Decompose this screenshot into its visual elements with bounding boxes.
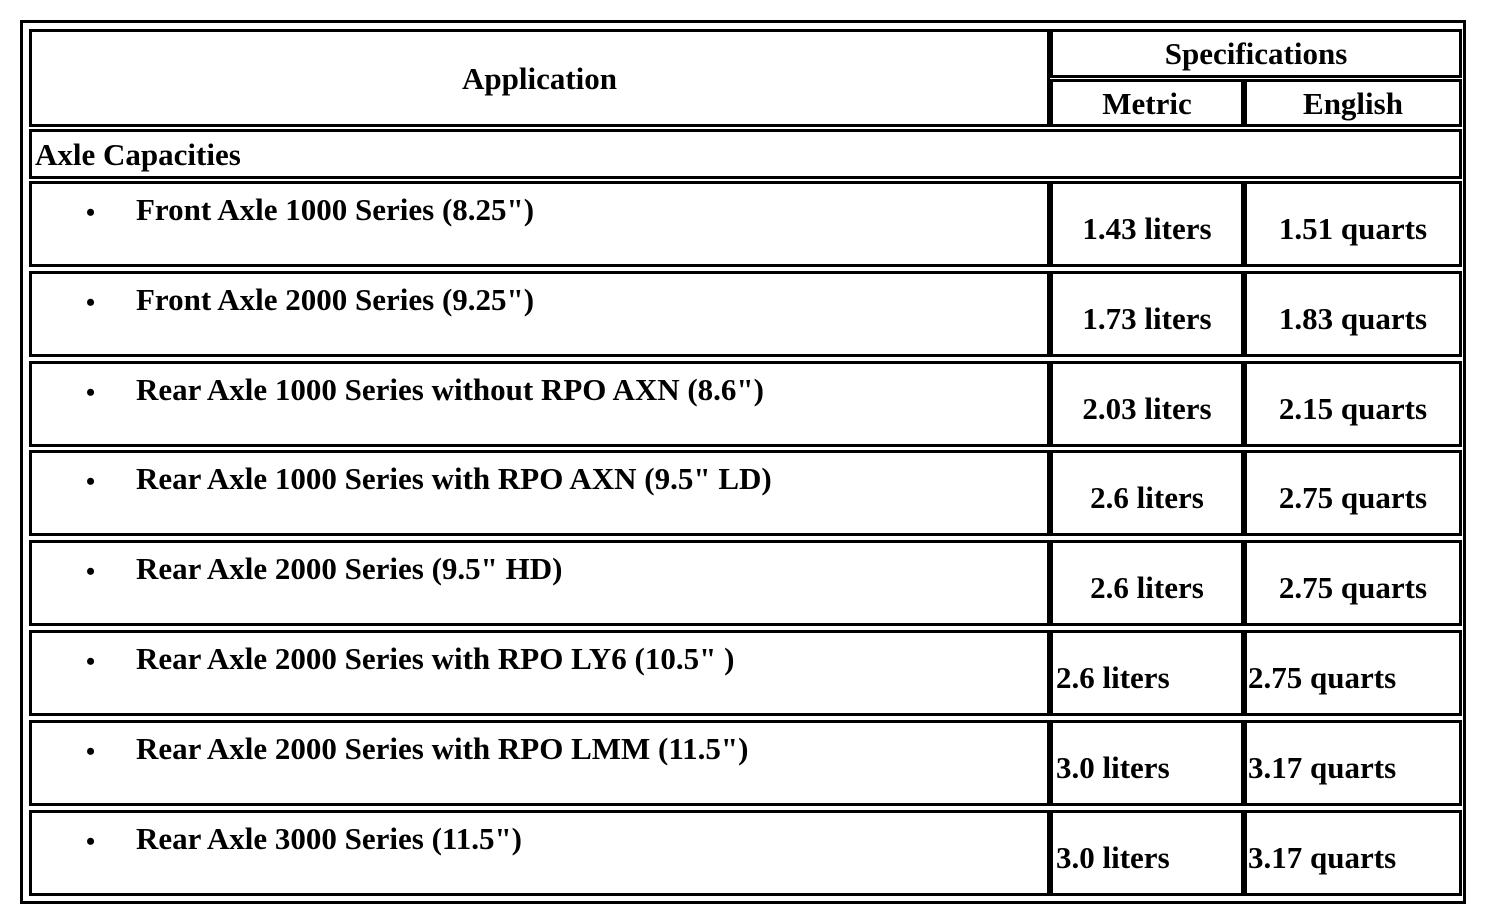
application-label: Rear Axle 2000 Series with RPO LY6 (10.5" )	[136, 641, 735, 676]
header-specifications-label: Specifications	[1164, 36, 1348, 71]
bullet-icon: •	[86, 827, 96, 856]
table-cell-metric	[1050, 361, 1244, 447]
table-cell-metric	[1050, 630, 1244, 716]
table-row-application	[29, 720, 1050, 806]
english-value: 2.75 quarts	[1278, 479, 1428, 515]
application-label: Rear Axle 2000 Series with RPO LMM (11.5")	[136, 731, 749, 766]
table-cell-english	[1244, 271, 1462, 357]
table-cell-metric	[1050, 810, 1244, 896]
metric-value: 3.0 liters	[1056, 749, 1170, 785]
english-value: 3.17 quarts	[1248, 749, 1397, 785]
table-cell-metric	[1050, 450, 1244, 536]
table-cell-english	[1244, 181, 1462, 267]
table-row-application	[29, 450, 1050, 536]
bullet-icon: •	[86, 378, 96, 407]
table-row-application	[29, 181, 1050, 267]
table-cell-english	[1244, 630, 1462, 716]
metric-value: 2.03 liters	[1082, 390, 1212, 426]
english-value: 1.51 quarts	[1278, 210, 1428, 246]
metric-value: 1.43 liters	[1082, 210, 1212, 246]
capacities-table	[20, 20, 1466, 904]
english-value: 2.75 quarts	[1248, 659, 1397, 695]
application-label: Front Axle 1000 Series (8.25")	[136, 192, 535, 227]
metric-value: 2.6 liters	[1056, 659, 1170, 695]
bullet-icon: •	[86, 198, 96, 227]
header-application	[29, 29, 1050, 127]
application-label: Rear Axle 1000 Series without RPO AXN (8.6")	[136, 372, 764, 407]
table-row-application	[29, 361, 1050, 447]
table-row-application	[29, 271, 1050, 357]
table-cell-metric	[1050, 271, 1244, 357]
header-metric-label: Metric	[1102, 85, 1192, 121]
metric-value: 2.6 liters	[1090, 479, 1204, 515]
table-row-application	[29, 630, 1050, 716]
section-row	[29, 129, 1462, 179]
header-english-label: English	[1303, 85, 1403, 121]
metric-value: 2.6 liters	[1090, 569, 1204, 605]
english-value: 2.75 quarts	[1278, 569, 1428, 605]
application-label: Rear Axle 3000 Series (11.5")	[136, 821, 522, 856]
table-row-application	[29, 810, 1050, 896]
bullet-icon: •	[86, 557, 96, 586]
header-application-label: Application	[461, 60, 618, 96]
application-label: Rear Axle 2000 Series (9.5" HD)	[136, 551, 563, 586]
english-value: 2.15 quarts	[1278, 390, 1428, 426]
metric-value: 1.73 liters	[1082, 300, 1212, 336]
metric-value: 3.0 liters	[1056, 839, 1170, 875]
bullet-icon: •	[86, 467, 96, 496]
english-value: 1.83 quarts	[1278, 300, 1428, 336]
bullet-icon: •	[86, 737, 96, 766]
english-value: 3.17 quarts	[1248, 839, 1397, 875]
application-label: Rear Axle 1000 Series with RPO AXN (9.5" LD)	[136, 461, 772, 496]
application-label: Front Axle 2000 Series (9.25")	[136, 282, 535, 317]
table-cell-english	[1244, 810, 1462, 896]
table-cell-english	[1244, 540, 1462, 626]
section-title: Axle Capacities	[35, 136, 241, 172]
header-specifications	[1050, 29, 1462, 78]
table-cell-english	[1244, 720, 1462, 806]
table-row-application	[29, 540, 1050, 626]
table-cell-english	[1244, 450, 1462, 536]
table-cell-metric	[1050, 540, 1244, 626]
table-cell-english	[1244, 361, 1462, 447]
bullet-icon: •	[86, 647, 96, 676]
table-cell-metric	[1050, 720, 1244, 806]
header-metric	[1050, 79, 1244, 127]
header-english	[1244, 79, 1462, 127]
bullet-icon: •	[86, 288, 96, 317]
table-cell-metric	[1050, 181, 1244, 267]
